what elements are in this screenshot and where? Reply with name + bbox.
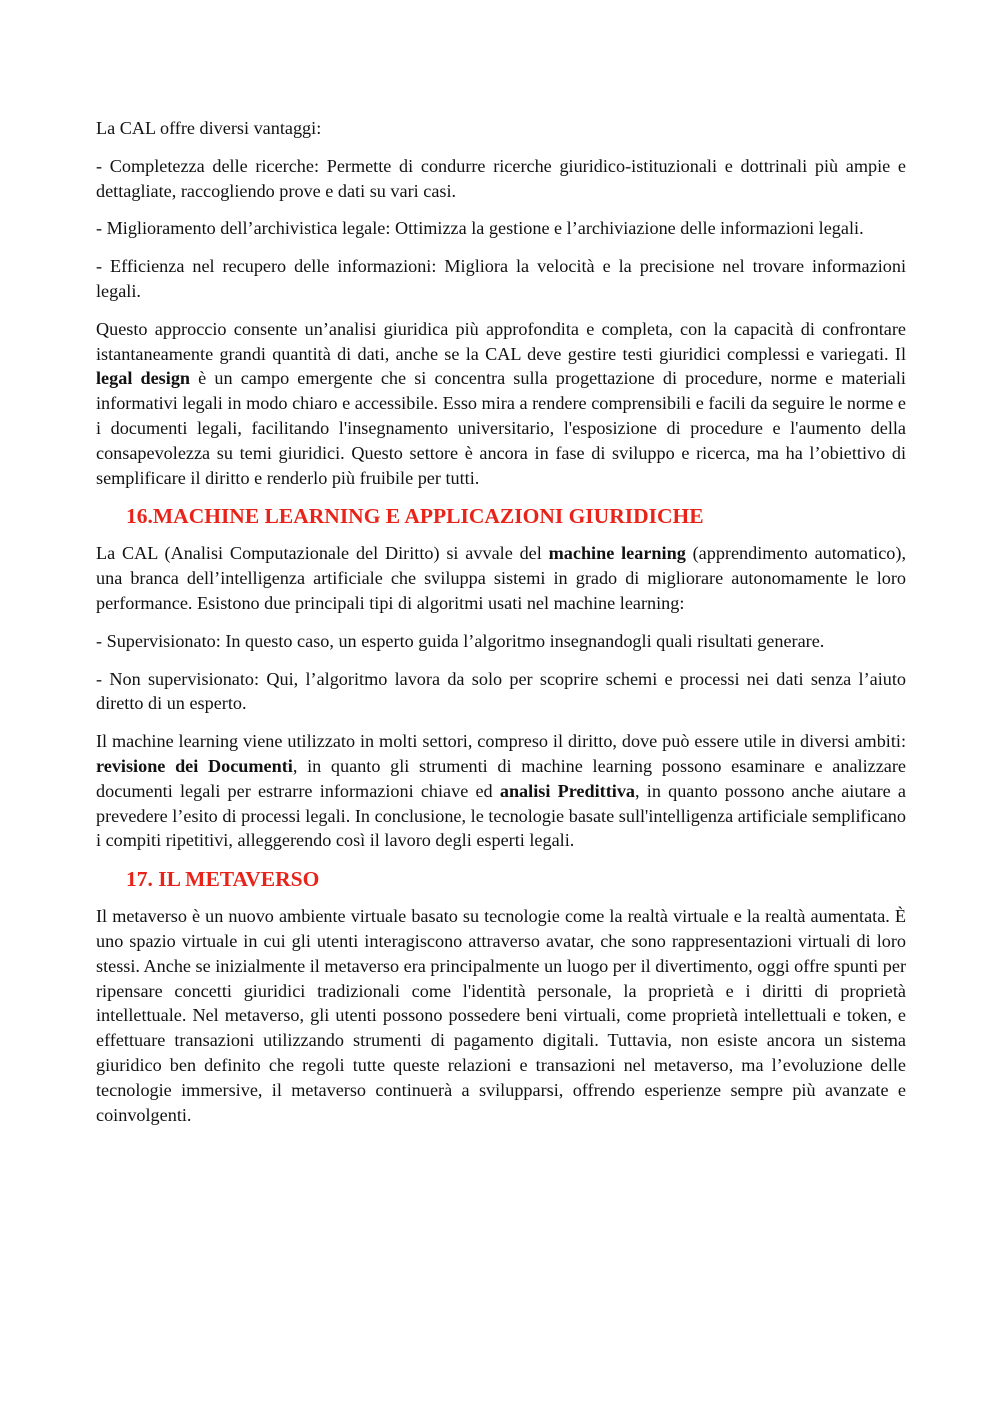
applications-paragraph: Il machine learning viene utilizzato in molti settori, compreso il diritto, dove può essere utile in diversi ambiti: revisione dei Documenti, in quanto gli strumenti di machine learning possono esaminare e analizzare documenti legali per estrarre informazioni chiave ed analisi Predittiva, in quanto possono anche aiutare a prevedere l’esito di processi legali. In conclusione, le tecnologie basate sull'intelligenza artificiale semplificano i compiti ripetitivi, alleggerendo così il lavoro degli esperti legali. — [96, 731, 906, 851]
intro-paragraph: La CAL offre diversi vantaggi: — [96, 118, 322, 138]
algorithm-type-item: - Non supervisionato: Qui, l’algoritmo lavora da solo per scoprire schemi e processi nei dati senza l’aiuto diretto di un esperto. — [96, 668, 906, 714]
advantage-item: - Efficienza nel recupero delle informazioni: Migliora la velocità e la precisione nel trovare informazioni legali. — [96, 256, 906, 301]
legal-design-paragraph: Questo approccio consente un’analisi giuridica più approfondita e completa, con la capacità di confrontare istantaneamente grandi quantità di dati, anche se la CAL deve gestire testi giuridici complessi e variegati. Il legal design è un campo emergente che si concentra sulla progettazione di procedure, norme e materiali informativi legali in modo chiaro e accessibile. Esso mira a rendere comprensibili e facili da seguire le norme e i documenti legali, facilitando l'insegnamento universitario, l'esposizione di procedure e l'aumento della consapevolezza su temi giuridici. Questo settore è ancora in fase di sviluppo e ricerca, ma ha l’obiettivo di semplificare il diritto e renderlo più fruibile per tutti. — [96, 318, 906, 488]
advantage-item: - Completezza delle ricerche: Permette di condurre ricerche giuridico-istituzionali e dottrinali più ampie e dettagliate, raccogliendo prove e dati su vari casi. — [96, 155, 906, 201]
bold-term: revisione dei Documenti — [96, 755, 293, 776]
section-heading-17: 17. IL METAVERSO — [126, 867, 320, 892]
advantage-item: - Miglioramento dell’archivistica legale: Ottimizza la gestione e l’archiviazione delle informazioni legali. — [96, 218, 864, 239]
metaverse-paragraph: Il metaverso è un nuovo ambiente virtuale basato su tecnologie come la realtà virtuale e la realtà aumentata. È uno spazio virtuale in cui gli utenti interagiscono attraverso avatar, che sono rappresentazioni virtuali di loro stessi. Anche se inizialmente il metaverso era principalmente un luogo per il divertimento, oggi offre spunti per ripensare concetti giuridici tradizionali come l'identità personale, la proprietà e i diritti di proprietà intellettuale. Nel metaverso, gli utenti possono possedere beni virtuali, come proprietà intellettuali e token, e effettuare transazioni utilizzando strumenti di pagamento digitali. Tuttavia, non esiste ancora un sistema giuridico ben definito che regoli tutte queste relazioni e transazioni nel metaverso, ma l’evoluzione delle tecnologie immersive, il metaverso continuerà a svilupparsi, offrendo esperienze sempre più avanzate e coinvolgenti. — [96, 906, 906, 1125]
document-page — [96, 116, 906, 1140]
bold-term: legal design — [96, 368, 191, 389]
machine-learning-paragraph: La CAL (Analisi Computazionale del Diritto) si avvale del machine learning (apprendimento automatico), una branca dell’intelligenza artificiale che sviluppa sistemi in grado di migliorare autonomamente le loro performance. Esistono due principali tipi di algoritmi usati nel machine learning: — [96, 543, 906, 613]
section-heading-16: 16.MACHINE LEARNING E APPLICAZIONI GIURIDICHE — [126, 504, 704, 529]
algorithm-type-item: - Supervisionato: In questo caso, un esperto guida l’algoritmo insegnandogli quali risultati generare. — [96, 630, 825, 651]
bold-term: analisi Predittiva — [499, 780, 636, 801]
bold-term: machine learning — [548, 543, 686, 564]
